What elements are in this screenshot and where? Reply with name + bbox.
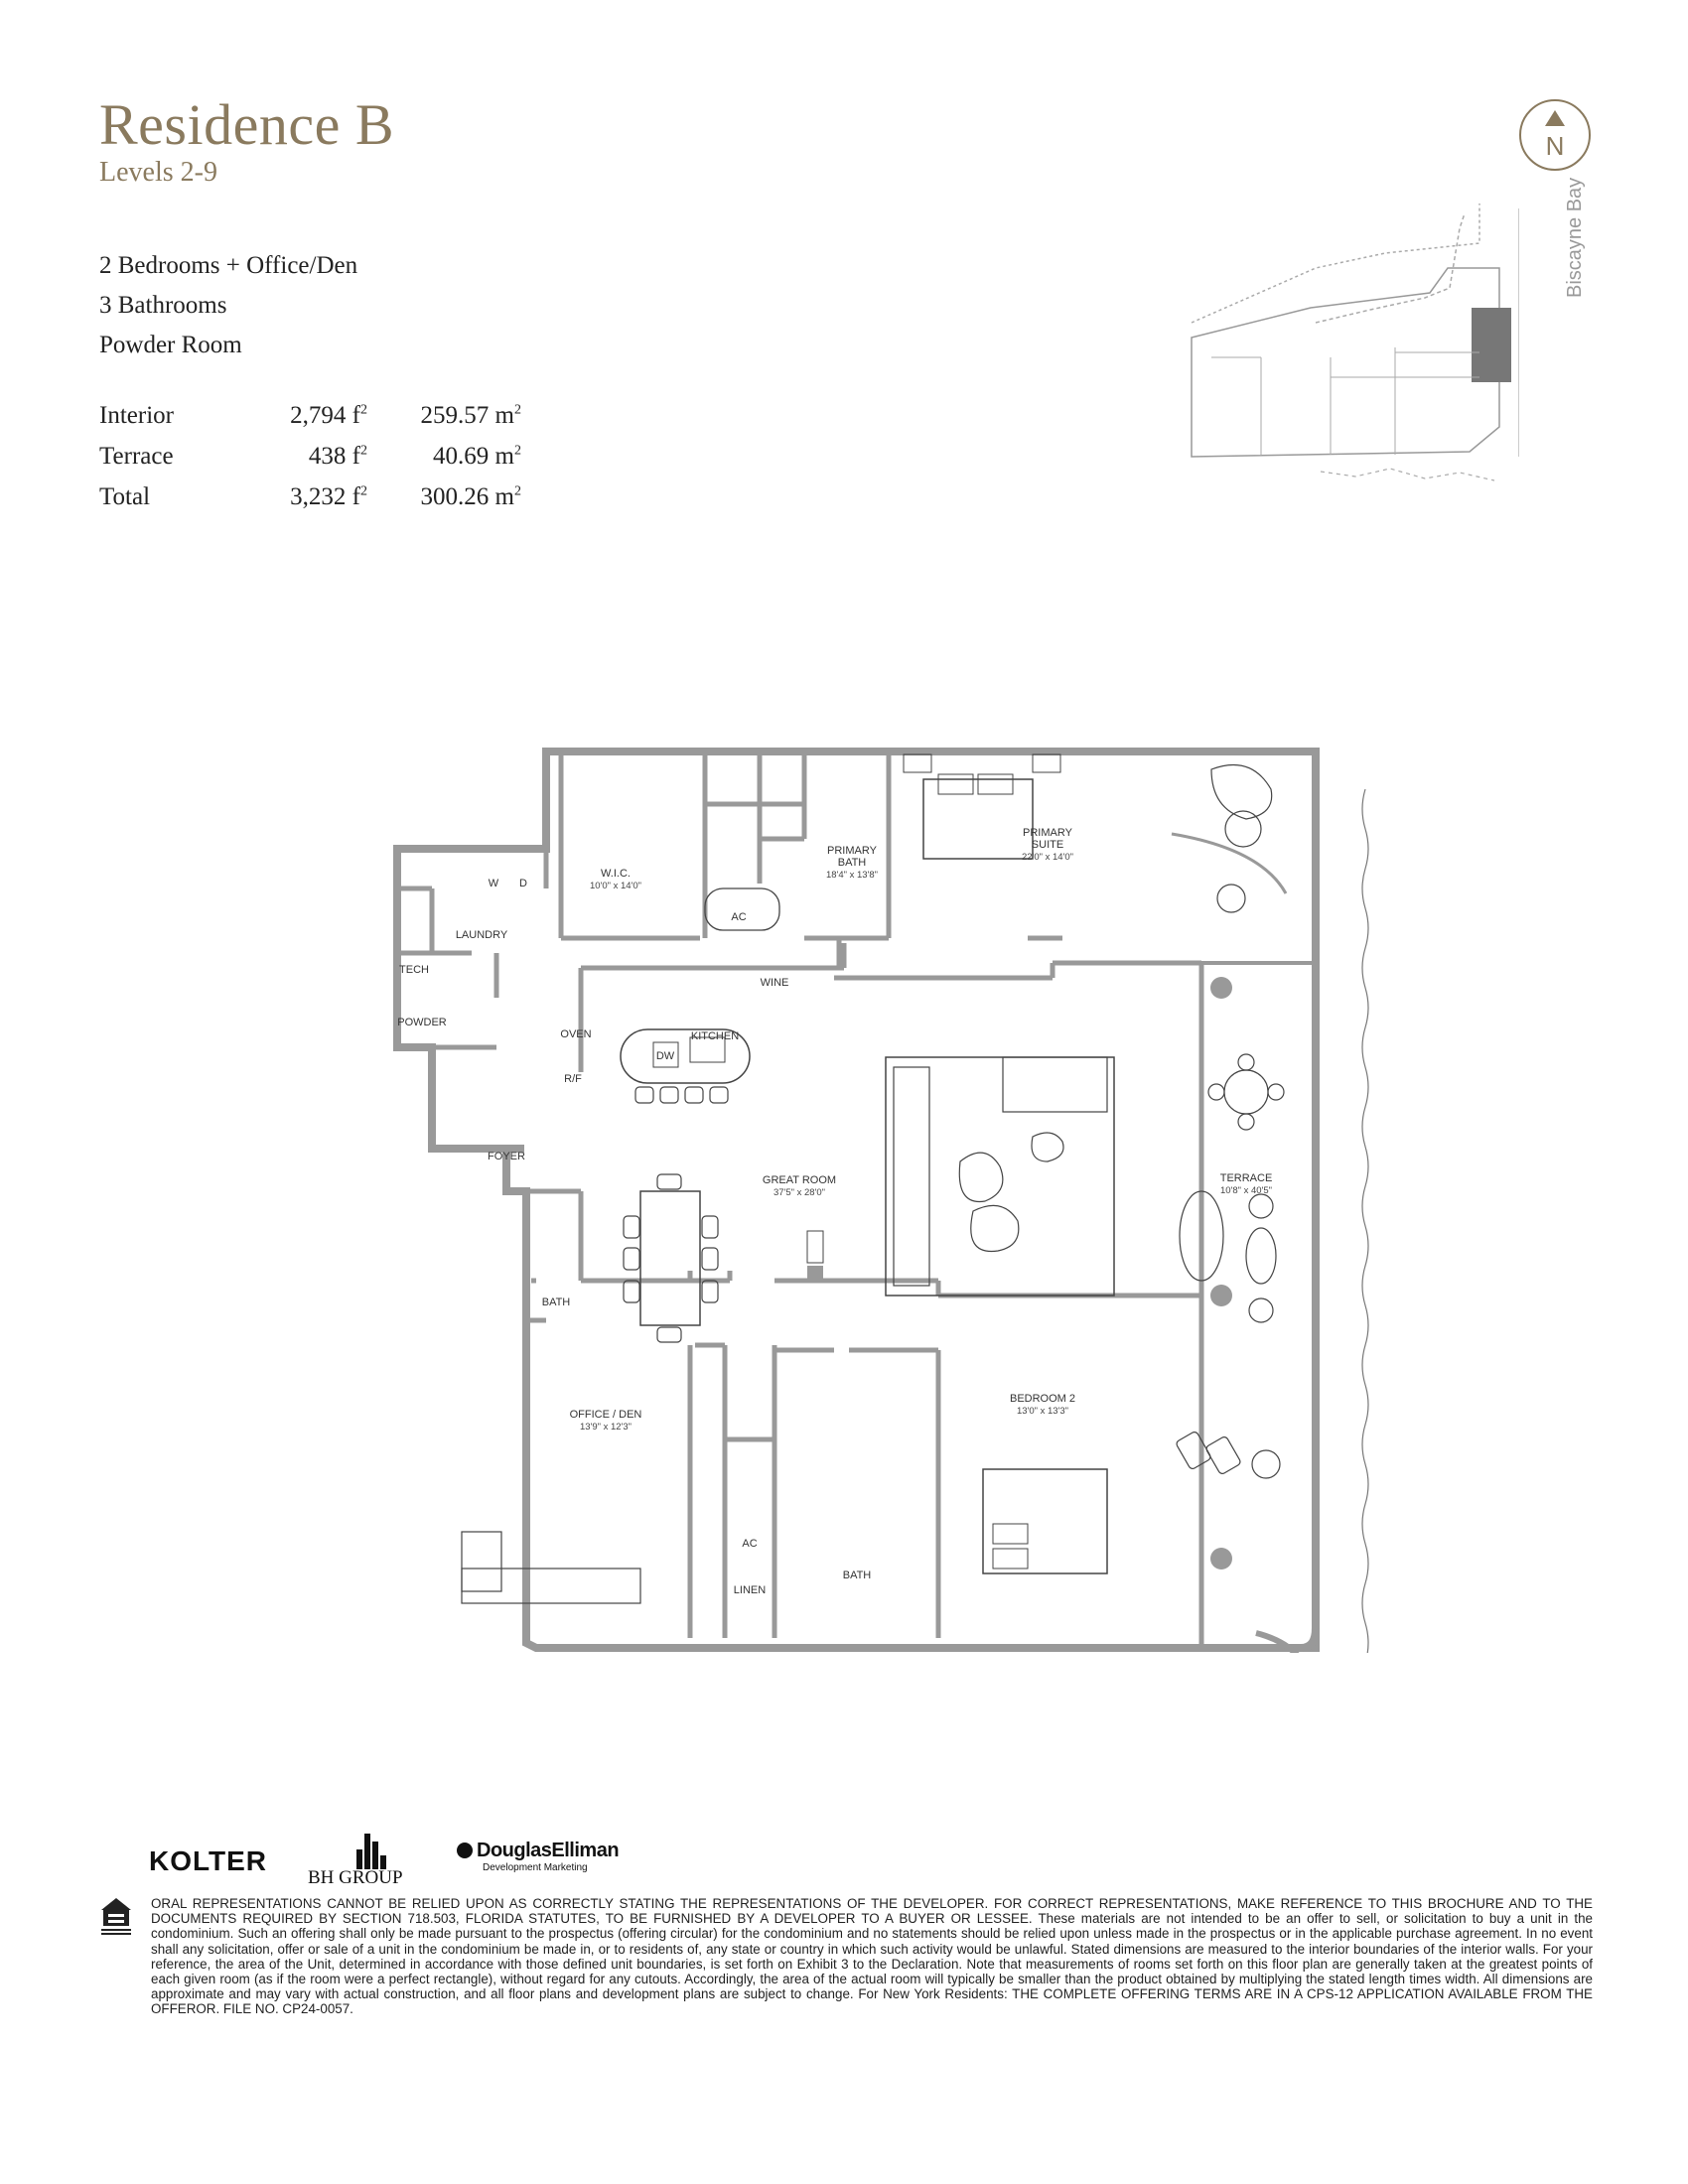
room-dim-primary-bath: 18'4" x 13'8": [825, 870, 879, 881]
equal-housing-icon: [99, 1896, 133, 1936]
area-sqft: 3,232 f: [290, 482, 360, 510]
room-label-rf: R/F: [564, 1073, 582, 1085]
developer-logos: [149, 1832, 1043, 1891]
room-dim-bedroom2: 13'0" x 13'3": [1016, 1406, 1069, 1417]
sofa: [894, 1067, 929, 1286]
room-label-bath-1: BATH: [541, 1297, 571, 1308]
bh-group-logo: [308, 1832, 427, 1891]
room-label-kitchen: KITCHEN: [690, 1030, 740, 1042]
room-label-primary-bath-1: PRIMARY: [827, 845, 877, 857]
area-row-total: Total 3,232 $f^2$ 300.26 $m^2$: [99, 477, 521, 517]
feature-list: [99, 246, 357, 365]
room-label-d: D: [519, 878, 527, 889]
room-label-primary-suite-1: PRIMARY: [1023, 827, 1072, 839]
room-dim-great-room: 37'5" x 28'0": [773, 1187, 826, 1198]
area-sqft: 438 f: [308, 442, 360, 470]
room-label-linen: LINEN: [733, 1584, 767, 1596]
bathtub: [705, 888, 779, 930]
area-sqm: 40.69 m: [433, 442, 514, 470]
room-label-foyer: FOYER: [488, 1151, 525, 1162]
page-title: Residence B: [99, 92, 395, 157]
room-label-terrace: TERRACE: [1219, 1172, 1273, 1184]
compass-letter: N: [1545, 131, 1565, 161]
room-label-great-room: GREAT ROOM: [762, 1174, 837, 1186]
legal-disclaimer: ORAL REPRESENTATIONS CANNOT BE RELIED UPON AS CORRECTLY STATING THE REPRESENTATIONS OF THE DEVELOPER. FOR CORRECT REPRESENTATIONS, MAKE REFERENCE TO THIS BROCHURE AND TO THE DOCUMENTS REQUIRED BY SECTION 718.503, FLORIDA STATUTES, TO BE FURNISHED BY A DEVELOPER TO A BUYER OR LESSEE. These materials are not intended to be an offer to sell, or solicitation to buy a unit in the condominium. Such an offering shall only be made pursuant to the prospectus (offering circular) for the condominium and no statements should be relied upon unless made in the prospectus or in the applicable purchase agreement. In no event shall any solicitation, offer or sale of a unit in the condominium be made in, or to residents of, any state or country in which such activity would be unlawful. Stated dimensions are measured to the interior boundaries of the interior walls. For your reference, the area of the Unit, determined in accordance with those defined unit boundaries, is set forth on Exhibit 3 to the Declaration. Note that measurements of rooms set forth on this floor plan are generally taken at the greatest points of each given room (as if the room were a perfect rectangle), without regard for any cutouts. Accordingly, the area of the actual room will typically be smaller than the product obtained by multiplying the stated length times width. All dimensions are approximate and may vary with actual construction, and all floor plans and development plans are subject to change. For New York Residents: THE COMPLETE OFFERING TERMS ARE IN A CPS-12 APPLICATION AVAILABLE FROM THE OFFEROR. FILE NO. CP24-0057.: [151, 1896, 1593, 2017]
douglas-elliman-text: DouglasElliman: [477, 1840, 620, 1861]
room-dim-wic: 10'0" x 14'0": [589, 881, 642, 891]
room-label-primary-bath-2: BATH: [837, 857, 867, 869]
douglas-elliman-sub: Development Marketing: [483, 1862, 588, 1873]
bh-building-icon: [352, 1832, 392, 1871]
room-label-laundry: LAUNDRY: [455, 929, 508, 941]
office-sofa: [462, 1569, 640, 1603]
north-compass-icon: [1519, 99, 1591, 171]
dining-table: [640, 1191, 700, 1325]
room-dim-primary-suite: 22'0" x 14'0": [1021, 852, 1074, 863]
room-label-bath-2: BATH: [842, 1570, 872, 1581]
area-table: [99, 395, 521, 517]
floor-plan: [367, 740, 1370, 1653]
bay-label: Biscayne Bay: [1564, 177, 1586, 298]
douglas-elliman-logo: [457, 1840, 619, 1873]
room-label-oven: OVEN: [560, 1028, 592, 1040]
room-label-primary-suite-2: SUITE: [1031, 839, 1064, 851]
room-label-bedroom2: BEDROOM 2: [1009, 1393, 1076, 1405]
room-label-tech: TECH: [399, 964, 429, 976]
room-label-w: W: [488, 878, 499, 889]
douglas-elliman-icon: [457, 1843, 473, 1858]
room-dim-terrace: 10'8" x 40'5": [1219, 1185, 1273, 1196]
page-subtitle: Levels 2-9: [99, 157, 217, 188]
north-arrow-icon: [1545, 110, 1565, 126]
bh-group-text: BH GROUP: [308, 1867, 403, 1888]
area-label: Interior: [99, 401, 174, 429]
room-label-ac: AC: [731, 911, 747, 923]
area-label: Terrace: [99, 442, 174, 470]
feature-bedrooms: 2 Bedrooms + Office/Den: [99, 252, 358, 279]
room-label-powder: POWDER: [397, 1017, 447, 1028]
room-dim-office: 13'9" x 12'3": [579, 1422, 633, 1433]
room-label-dw: DW: [655, 1050, 675, 1062]
kolter-logo: KOLTER: [149, 1845, 268, 1876]
area-sqm: 259.57 m: [420, 401, 514, 429]
room-label-wine: WINE: [760, 977, 789, 989]
bedroom2-bed: [983, 1469, 1107, 1573]
living-rug: [886, 1057, 1114, 1296]
area-sqft: 2,794 f: [290, 401, 360, 429]
area-row-interior: Interior 2,794 $f^2$ 259.57 $m^2$: [99, 395, 521, 436]
room-label-office: OFFICE / DEN: [569, 1409, 642, 1421]
key-plan: [1182, 199, 1519, 486]
room-label-ac-2: AC: [742, 1538, 758, 1550]
feature-bathrooms: 3 Bathrooms: [99, 292, 227, 319]
feature-powder: Powder Room: [99, 332, 242, 358]
room-label-wic: W.I.C.: [601, 868, 631, 880]
area-label: Total: [99, 482, 151, 510]
area-row-terrace: Terrace 438 $f^2$ 40.69 $m^2$: [99, 436, 521, 477]
area-sqm: 300.26 m: [420, 482, 514, 510]
unit-highlight: [1472, 308, 1511, 382]
